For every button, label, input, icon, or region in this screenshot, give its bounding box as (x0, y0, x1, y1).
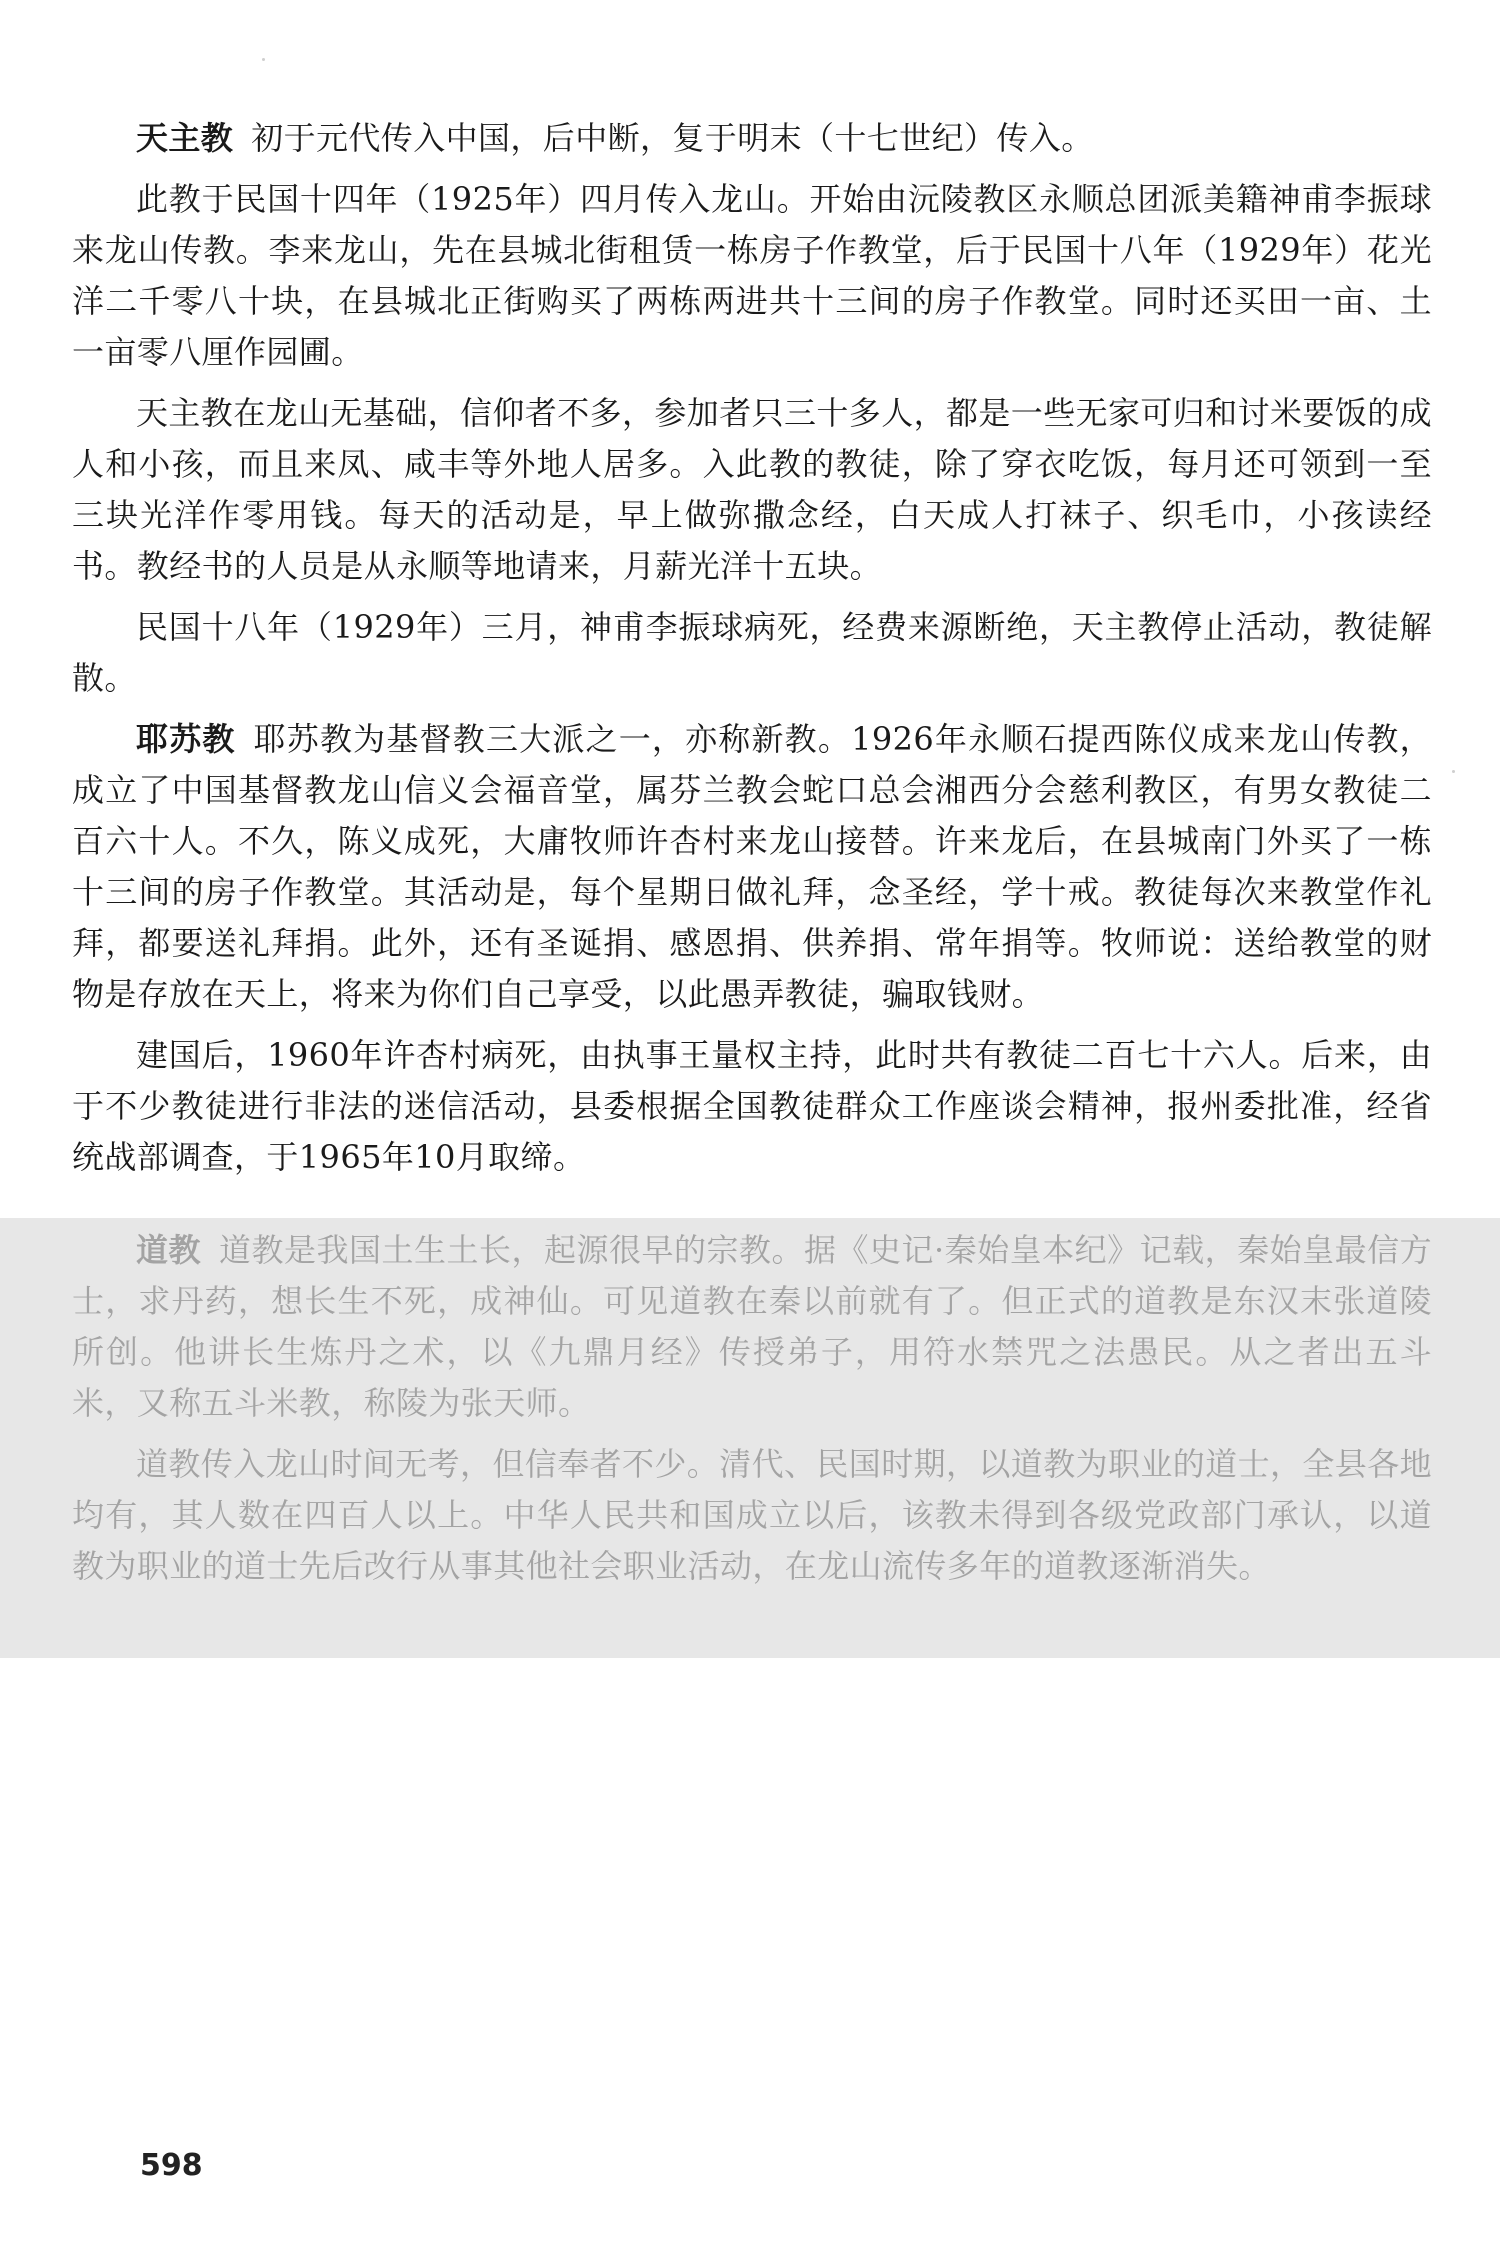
catholic-paragraph-1 (72, 113, 1432, 164)
taoism-paragraph-1-text: 道教是我国土生土长，起源很早的宗教。据《史记·秦始皇本纪》记载，秦始皇最信方士，求丹药，想长生不死，成神仙。可见道教在秦以前就有了。但正式的道教是东汉末张道陵所创。他讲长生炼丹之术，以《九鼎月经》传授弟子，用符水禁咒之法愚民。从之者出五斗米，又称五斗米教，称陵为张天师。 (72, 1231, 1432, 1422)
page-number: 598 (140, 2148, 203, 2183)
taoism-heading: 道教 (136, 1231, 201, 1269)
protestant-paragraph-1 (72, 714, 1432, 1020)
protestant-paragraph-1-text: 耶苏教为基督教三大派之一，亦称新教。1926年永顺石提西陈仪成来龙山传教，成立了中国基督教龙山信义会福音堂，属芬兰教会蛇口总会湘西分会慈利教区，有男女教徒二百六十人。不久，陈义成死，大庸牧师许杏村来龙山接替。许来龙后，在县城南门外买了一栋十三间的房子作教堂。其活动是，每个星期日做礼拜，念圣经，学十戒。教徒每次来教堂作礼拜，都要送礼拜捐。此外，还有圣诞捐、感恩捐、供养捐、常年捐等。牧师说：送给教堂的财物是存放在天上，将来为你们自己享受，以此愚弄教徒，骗取钱财。 (72, 720, 1433, 1013)
catholic-paragraph-3: 天主教在龙山无基础，信仰者不多，参加者只三十多人，都是一些无家可归和讨米要饭的成人和小孩，而且来凤、咸丰等外地人居多。入此教的教徒，除了穿衣吃饭，每月还可领到一至三块光洋作零用钱。每天的活动是，早上做弥撒念经，白天成人打袜子、织毛巾，小孩读经书。教经书的人员是从永顺等地请来，月薪光洋十五块。 (72, 394, 1433, 585)
catholic-heading: 天主教 (136, 119, 234, 157)
catholic-paragraph-2: 此教于民国十四年（1925年）四月传入龙山。开始由沅陵教区永顺总团派美籍神甫李振球来龙山传教。李来龙山，先在县城北街租赁一栋房子作教堂，后于民国十八年（1929年）花光洋二千零八十块，在县城北正街购买了两栋两进共十三间的房子作教堂。同时还买田一亩、土一亩零八厘作园圃。 (72, 180, 1432, 371)
shaded-text-block (72, 1225, 1432, 1602)
taoism-paragraph-1 (72, 1225, 1432, 1429)
scan-speck (262, 58, 265, 61)
main-text-block (72, 113, 1432, 1193)
taoism-paragraph-2: 道教传入龙山时间无考，但信奉者不少。清代、民国时期，以道教为职业的道士，全县各地均有，其人数在四百人以上。中华人民共和国成立以后，该教未得到各级党政部门承认，以道教为职业的道士先后改行从事其他社会职业活动，在龙山流传多年的道教逐渐消失。 (72, 1445, 1433, 1585)
protestant-heading: 耶苏教 (136, 720, 236, 758)
catholic-paragraph-4: 民国十八年（1929年）三月，神甫李振球病死，经费来源断绝，天主教停止活动，教徒解散。 (72, 608, 1432, 697)
catholic-paragraph-1-text: 初于元代传入中国，后中断，复于明末（十七世纪）传入。 (251, 119, 1094, 157)
scan-speck (1452, 770, 1455, 773)
protestant-paragraph-2: 建国后，1960年许杏村病死，由执事王量权主持，此时共有教徒二百七十六人。后来，由于不少教徒进行非法的迷信活动，县委根据全国教徒群众工作座谈会精神，报州委批准，经省统战部调查，于1965年10月取缔。 (72, 1036, 1432, 1176)
